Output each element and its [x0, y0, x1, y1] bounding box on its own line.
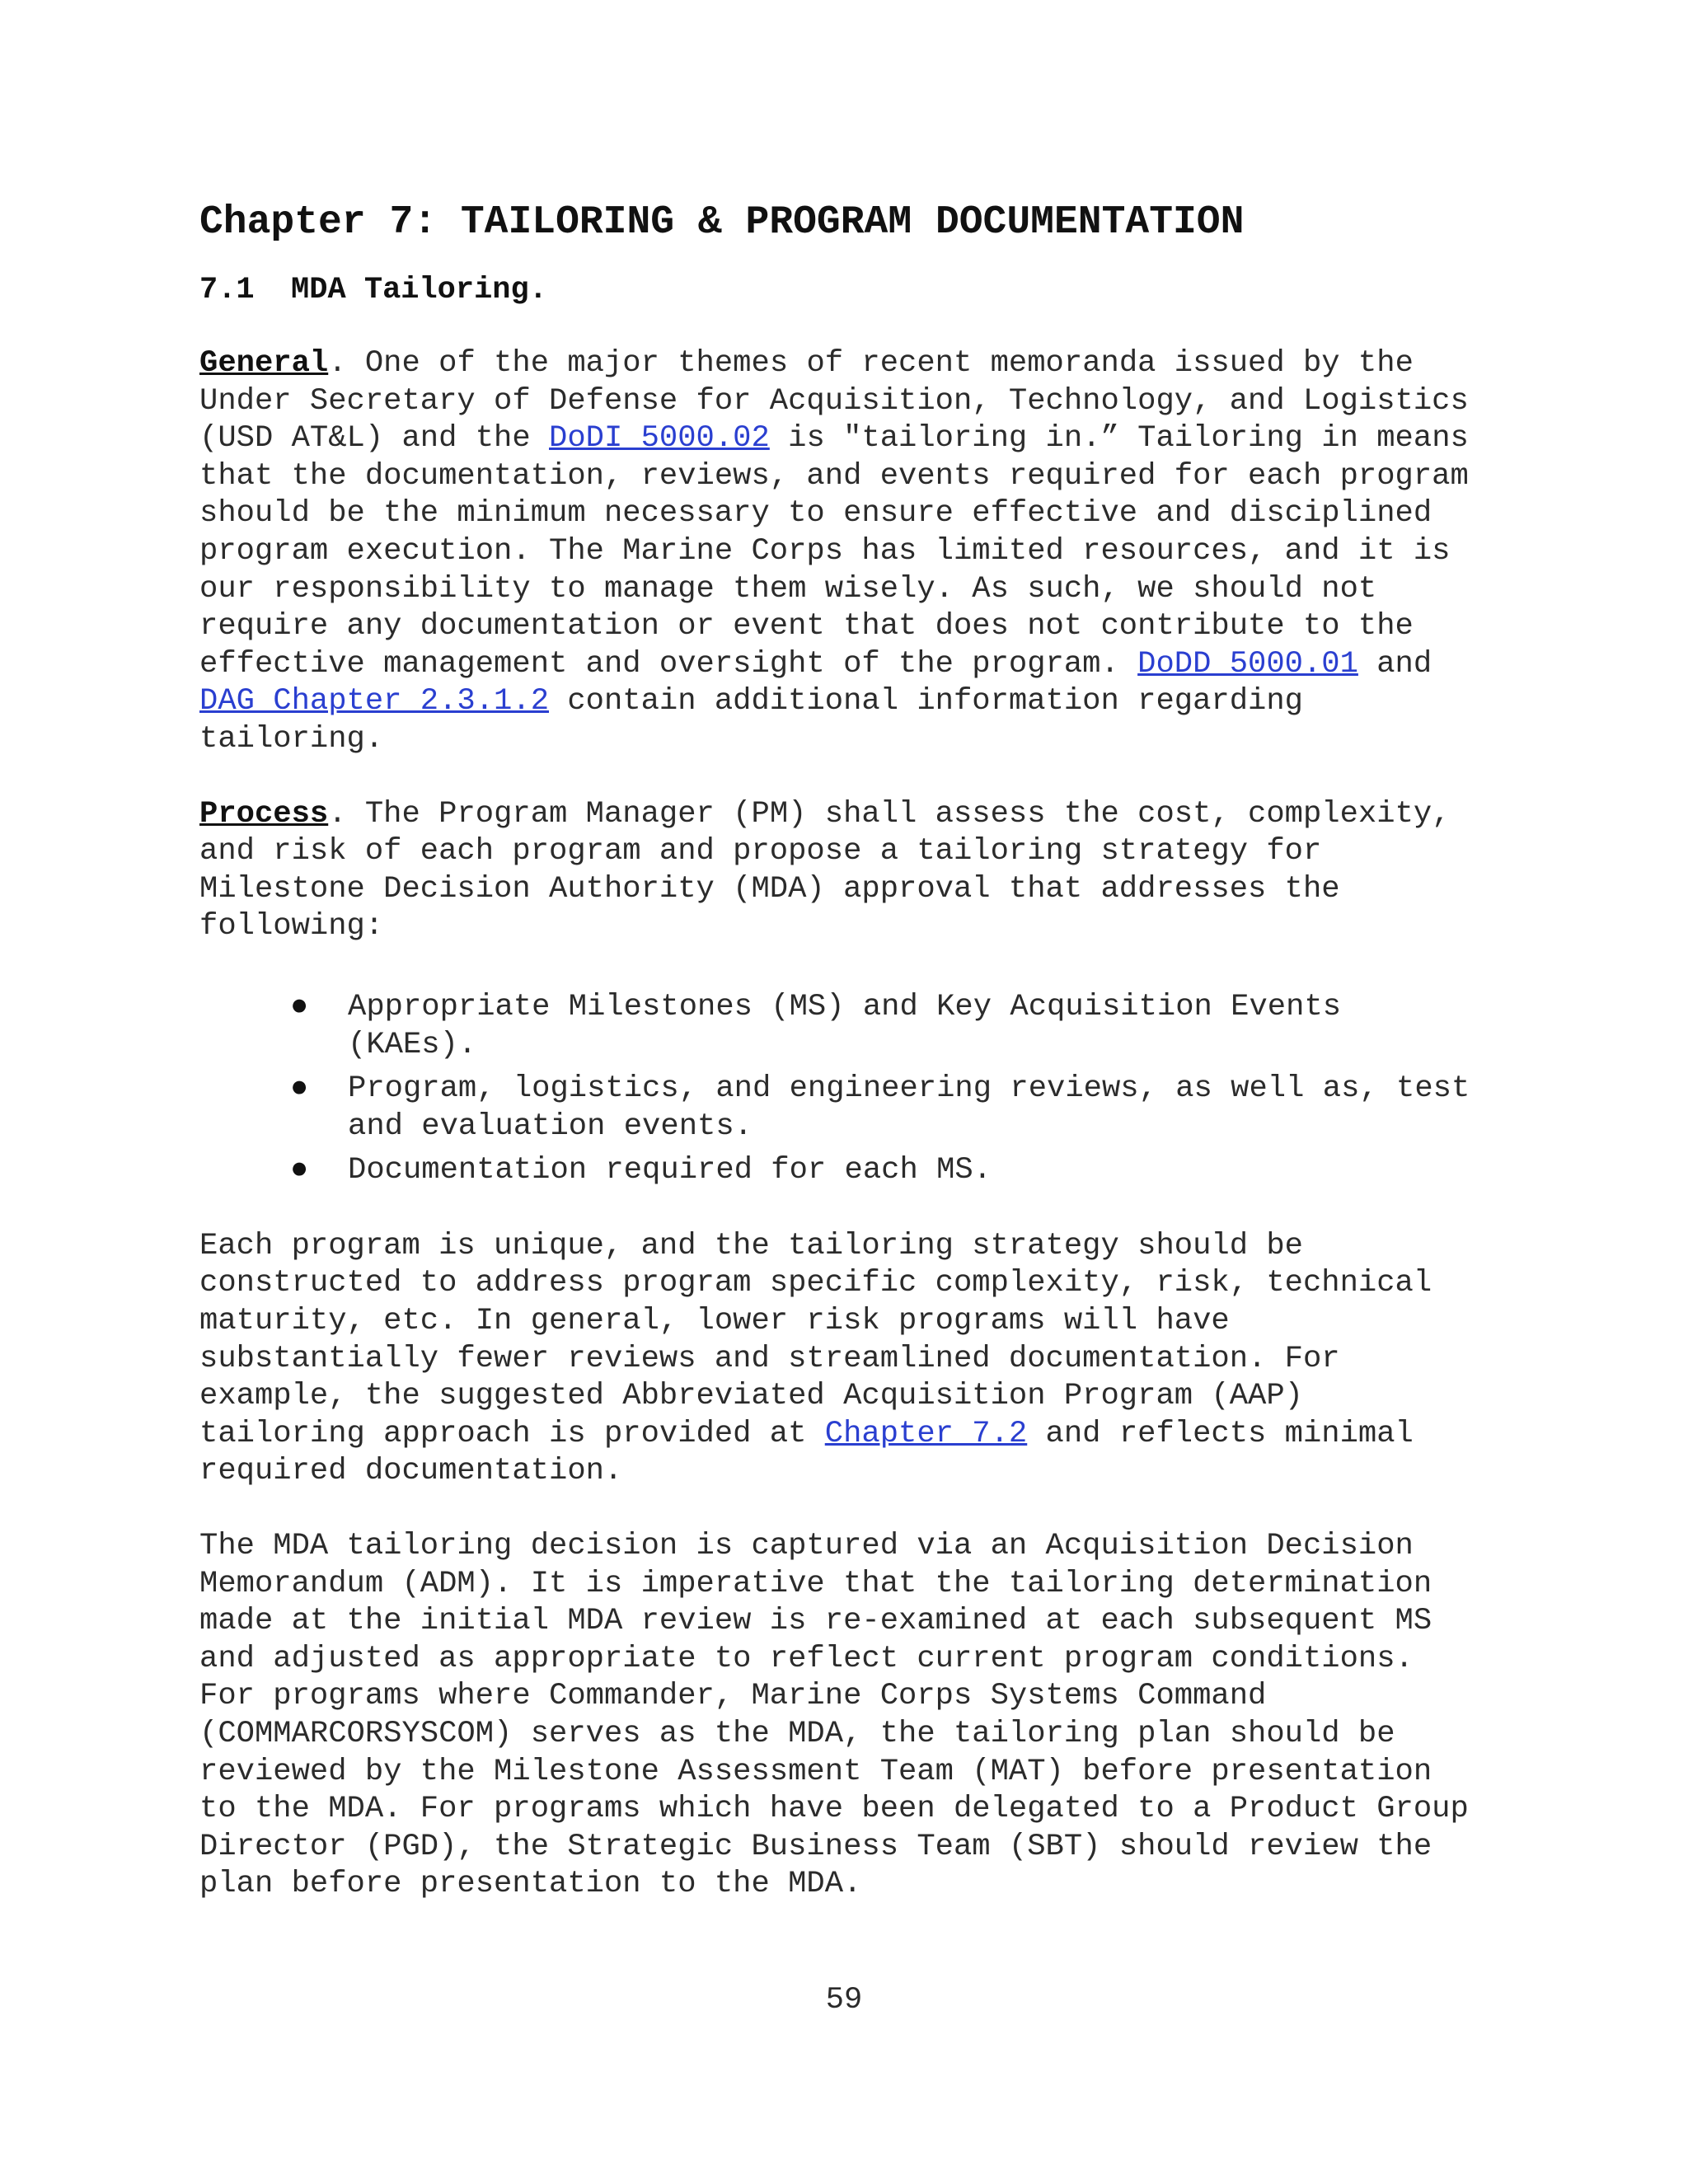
unique-paragraph	[199, 1228, 1485, 1491]
general-text-3: and	[1357, 646, 1432, 682]
general-lead: General	[199, 346, 329, 381]
general-text-2: is "tailoring in.” Tailoring in means that the documentation, reviews, and events required for each program should be the minimum necessary to ensure effective and disciplined program execution. The Marine Corps has limited resources, and it is our responsibility to manage them wisely. As such, we should not require any documentation or event that does not contribute to the effective management and oversight of the program.	[199, 421, 1469, 682]
general-text-4: contain additional information regarding tailoring.	[199, 684, 1303, 757]
section-heading	[199, 272, 1485, 309]
bullet-icon: ●	[290, 1153, 309, 1188]
list-item	[290, 1152, 1485, 1190]
unique-text-2: and reflects minimal required documentation.	[199, 1416, 1414, 1489]
process-lead: Process	[199, 796, 329, 832]
bullet-icon: ●	[290, 1071, 309, 1107]
page-number: 59	[825, 1983, 863, 2018]
section-number: 7.1	[199, 273, 255, 307]
process-text: The Program Manager (PM) shall assess the cost, complexity, and risk of each program and propose a tailoring strategy for Milestone Decision Authority (MDA) approval that addresses the following:	[199, 796, 1451, 944]
dag-chapter-link[interactable]: DAG Chapter 2.3.1.2	[199, 684, 550, 719]
chapter-title: Chapter 7: TAILORING & PROGRAM DOCUMENTATION	[199, 200, 1245, 245]
bullet-icon: ●	[290, 989, 309, 1024]
process-lead-punct: .	[328, 796, 347, 832]
section-title: MDA Tailoring.	[291, 273, 547, 307]
process-paragraph	[199, 796, 1485, 946]
dodd-5000-01-link[interactable]: DoDD 5000.01	[1137, 646, 1358, 682]
general-paragraph	[199, 345, 1485, 759]
list-item	[290, 989, 1485, 1064]
document-page	[199, 198, 1485, 1904]
unique-text-1: Each program is unique, and the tailoring strategy should be constructed to address program specific complexity, risk, technical maturity, etc. In general, lower risk programs will have substantially fewer reviews and streamlined documentation. For example, the suggested Abbreviated Acquisition Program (AAP) tailoring approach is provided at	[199, 1228, 1432, 1451]
bullet-text: Appropriate Milestones (MS) and Key Acquisition Events (KAEs).	[348, 989, 1342, 1062]
bullet-text: Documentation required for each MS.	[348, 1153, 992, 1188]
process-bullet-list	[199, 989, 1485, 1190]
bullet-text: Program, logistics, and engineering reviews, as well as, test and evaluation events.	[348, 1071, 1470, 1144]
general-text-1: One of the major themes of recent memoranda issued by the Under Secretary of Defense for Acquisition, Technology, and Logistics (USD AT&L) and the	[199, 346, 1469, 457]
general-lead-punct: .	[328, 346, 347, 381]
chapter-7-2-link[interactable]: Chapter 7.2	[824, 1416, 1028, 1451]
adm-paragraph: The MDA tailoring decision is captured via an Acquisition Decision Memorandum (ADM). It is imperative that the tailoring determination made at the initial MDA review is re-examined at each subsequent MS and adjusted as appropriate to reflect current program conditions. For programs where Commander, Marine Corps Systems Command (COMMARCORSYSCOM) serves as the MDA, the tailoring plan should be reviewed by the Milestone Assessment Team (MAT) before presentation to the MDA. For programs which have been delegated to a Product Group Director (PGD), the Strategic Business Team (SBT) should review the plan before presentation to the MDA.	[199, 1529, 1469, 1902]
list-item	[290, 1071, 1485, 1146]
dodi-5000-02-link[interactable]: DoDI 5000.02	[549, 421, 770, 457]
